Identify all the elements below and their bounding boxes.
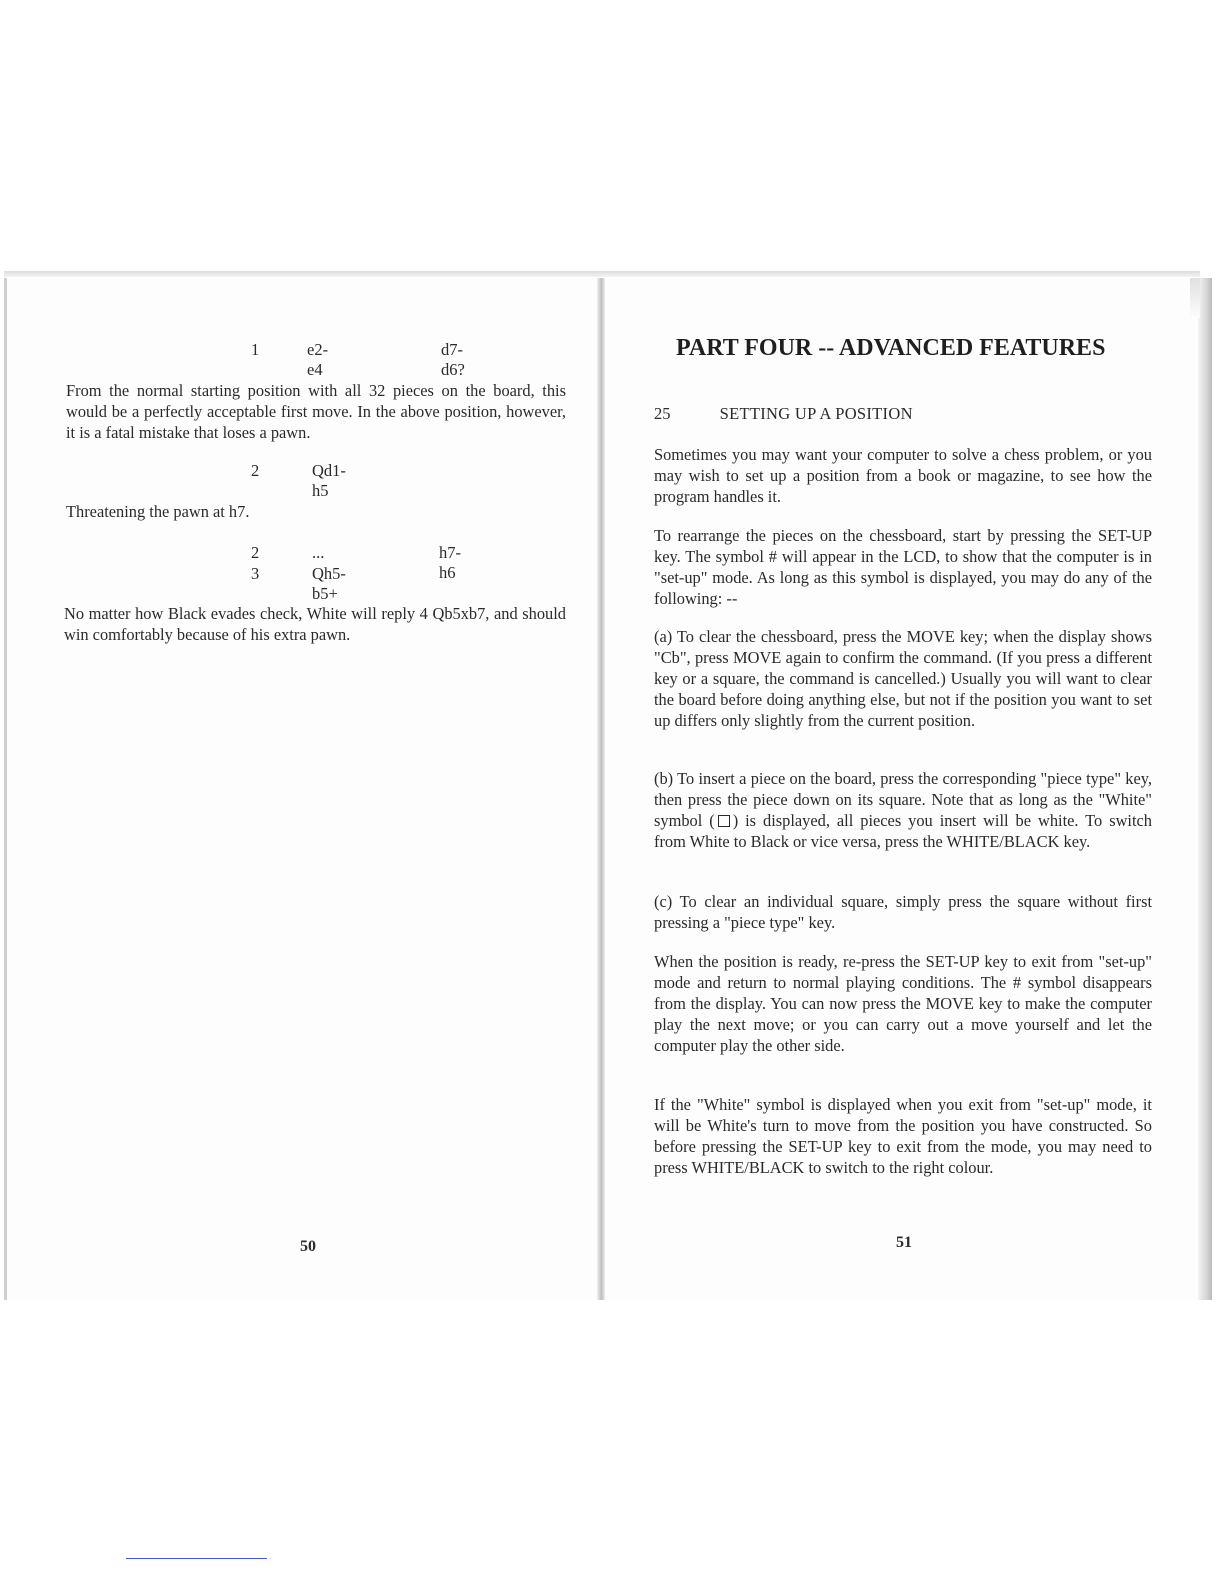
part-heading: PART FOUR -- ADVANCED FEATURES (676, 335, 1106, 361)
link-underline (126, 1558, 267, 1559)
paragraph: From the normal starting position with all 32 pieces on the board, this would be a perfectly acceptable first move. In the above position, however, it is a fatal mistake that loses a pawn. (66, 381, 566, 442)
white-move: Qh5-b5+ (312, 564, 346, 603)
book-gutter (597, 278, 605, 1300)
section-heading (654, 404, 913, 424)
move-number: 2 (251, 543, 260, 562)
white-move: e2-e4 (307, 340, 329, 379)
black-move: h7-h6 (439, 543, 461, 582)
paragraph (654, 768, 1152, 852)
paragraph: (c) To clear an individual square, simply press the square without first pressing a "piece type" key. (654, 892, 1152, 932)
section-number: 25 (654, 404, 671, 423)
move-number: 1 (251, 340, 260, 359)
page-number: 51 (896, 1234, 912, 1251)
section-title: SETTING UP A POSITION (719, 404, 913, 423)
paragraph: No matter how Black evades check, White will reply 4 Qb5xb7, and should win comfortably because of his extra pawn. (64, 604, 566, 644)
white-move: ... (312, 543, 325, 562)
paragraph: To rearrange the pieces on the chessboard, start by pressing the SET-UP key. The symbol # will appear in the LCD, to show that the computer is in "set-up" mode. As long as this symbol is displayed, you may do any of the following: -- (654, 526, 1152, 608)
paragraph: If the "White" symbol is displayed when you exit from "set-up" mode, it will be White's turn to move from the position you have constructed. So before pressing the SET-UP key to exit from the mode, you may need to press WHITE/BLACK to switch to the right colour. (654, 1095, 1152, 1177)
move-number: 3 (251, 564, 260, 583)
paragraph-text: ) is displayed, all pieces you insert will be white. To switch from White to Black or vice versa, press the WHITE/BLACK key. (654, 811, 1152, 851)
white-symbol-icon (718, 815, 730, 827)
page-corner (1190, 278, 1200, 318)
white-move: Qd1-h5 (312, 461, 346, 500)
paragraph: (a) To clear the chessboard, press the MOVE key; when the display shows "Cb", press MOVE again to confirm the command. (If you press a different key or a square, the command is cancelled.) Usually you will want to clear the board before doing anything else, but not if the position you want to set up differs only slightly from the current position. (654, 627, 1152, 730)
page-number: 50 (300, 1238, 316, 1255)
move-number: 2 (251, 461, 260, 480)
paragraph: Sometimes you may want your computer to solve a chess problem, or you may wish to set up a position from a book or magazine, to see how the program handles it. (654, 445, 1152, 506)
black-move: d7-d6? (441, 340, 465, 379)
scan-edge (4, 271, 1200, 277)
paragraph-text: (b) To insert a piece on the board, press the corresponding "piece type" key, then press the piece down on its square. Note that as long as the "White" symbol ( (654, 769, 1152, 830)
paragraph: Threatening the pawn at h7. (66, 502, 250, 521)
paragraph: When the position is ready, re-press the SET-UP key to exit from "set-up" mode and return to normal playing conditions. The # symbol disappears from the display. You can now press the MOVE key to make the computer play the next move; or you can carry out a move yourself and let the computer play the other side. (654, 952, 1152, 1055)
page-edge (1198, 278, 1212, 1300)
